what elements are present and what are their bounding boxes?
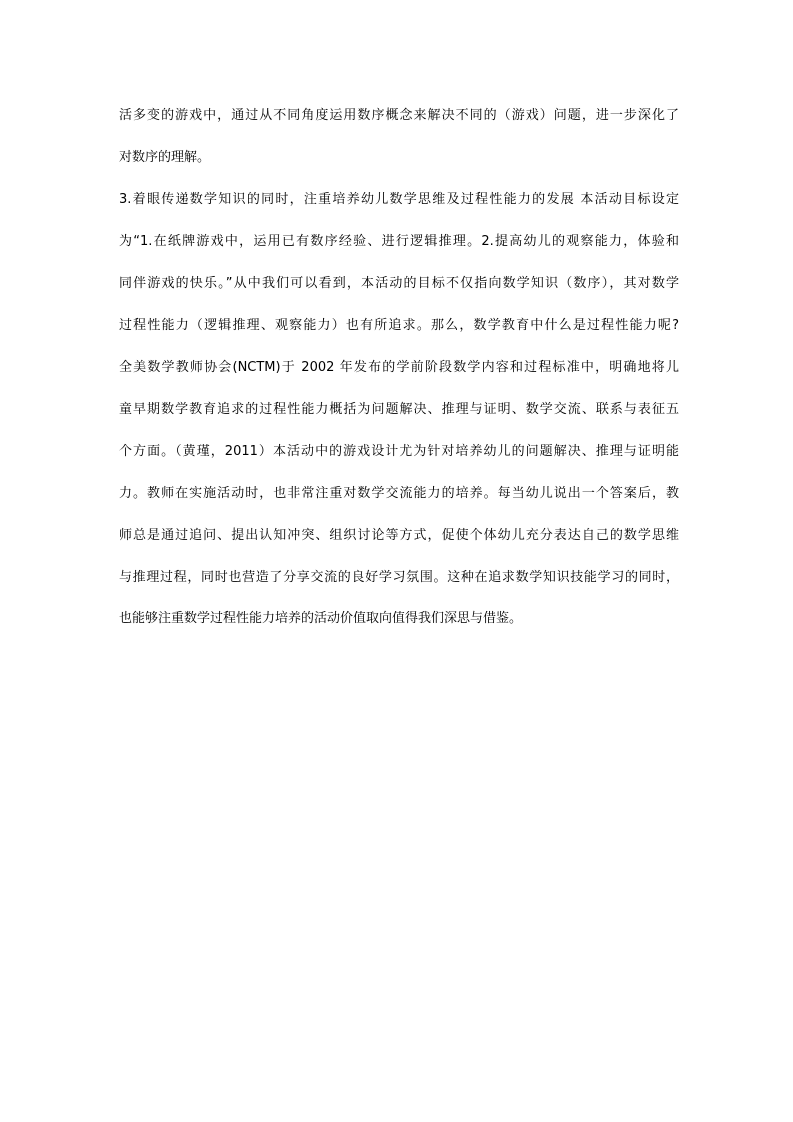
text-line: 为“1.在纸牌游戏中，运用已有数序经验、进行逻辑推理。2.提高幼儿的观察能力，体验和 [119,234,679,249]
text-line: 力。教师在实施活动时，也非常注重对数学交流能力的培养。每当幼儿说出一个答案后，教 [119,486,679,501]
text-line: 活多变的游戏中，通过从不同角度运用数序概念来解决不同的（游戏）问题，进一步深化了 [119,108,679,123]
text-line: 全美数学教师协会(NCTM)于 2002 年发布的学前阶段数学内容和过程标准中，明确地将儿 [119,360,679,375]
text-line: 对数序的理解。 [119,150,211,165]
text-line: 童早期数学教育追求的过程性能力概括为问题解决、推理与证明、数学交流、联系与表征五 [119,402,679,417]
text-line: 与推理过程，同时也营造了分享交流的良好学习氛围。这种在追求数学知识技能学习的同时， [119,570,679,585]
text-line: 3.着眼传递数学知识的同时，注重培养幼儿数学思维及过程性能力的发展 本活动目标设定 [119,192,679,207]
text-line: 师总是通过追问、提出认知冲突、组织讨论等方式，促使个体幼儿充分表达自己的数学思维 [119,528,679,543]
text-line: 过程性能力（逻辑推理、观察能力）也有所追求。那么，数学教育中什么是过程性能力呢? [119,318,679,333]
text-line: 也能够注重数学过程性能力培养的活动价值取向值得我们深思与借鉴。 [119,611,523,626]
text-line: 个方面。（黄瑾，2011）本活动中的游戏设计尤为针对培养幼儿的问题解决、推理与证明能 [119,444,679,459]
text-line: 同伴游戏的快乐。”从中我们可以看到，本活动的目标不仅指向数学知识（数序），其对数学 [119,276,679,291]
